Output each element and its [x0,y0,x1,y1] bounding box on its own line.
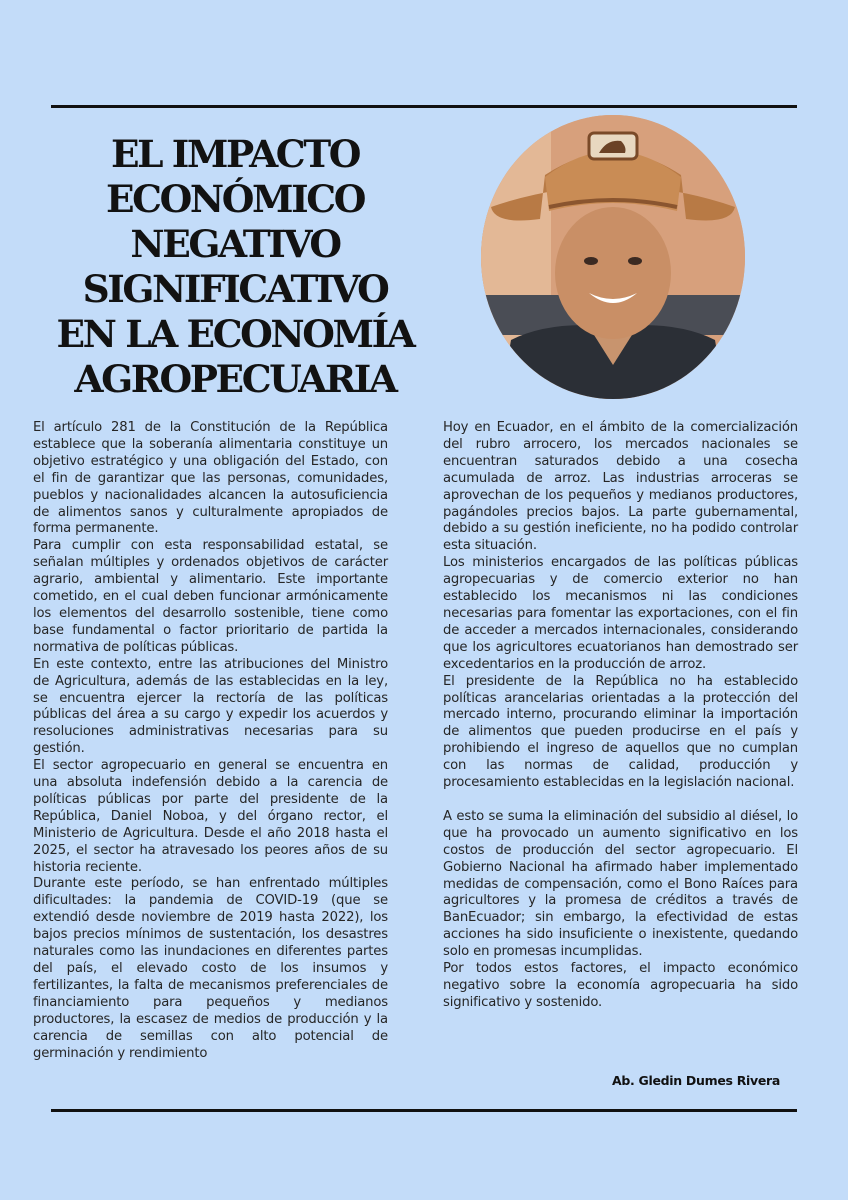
paragraph: Hoy en Ecuador, en el ámbito de la comercialización del rubro arrocero, los mercados nacionales se encuentran saturados debido a una cosecha acumulada de arroz. Las industrias arroceras se aprovechan de los pequeños y medianos productores, pagándoles precios bajos. La parte gubernamental, debido a su gestión ineficiente, no ha podido controlar esta situación. [443,420,798,554]
paragraph: Por todos estos factores, el impacto económico negativo sobre la economía agropecuaria ha sido significativo y sostenido. [443,961,798,1010]
headline-line: SIGNIFICATIVO [82,267,388,311]
article-headline [40,132,430,402]
headline-line: AGROPECUARIA [74,357,396,401]
paragraph: Para cumplir con esta responsabilidad estatal, se señalan múltiples y ordenados objetivos de carácter agrario, ambiental y alimentario. Este importante cometido, en el cual deben funcionar armónicamente los elementos del desarrollo sostenible, tiene como base fundamental o factor prioritario de partida la normativa de políticas públicas. [33,538,388,655]
paragraph: El artículo 281 de la Constitución de la República establece que la soberanía alimentaria constituye un objetivo estratégico y una obligación del Estado, con el fin de garantizar que las personas, comunidades, pueblos y nacionalidades alcancen la autosuficiencia de alimentos sanos y culturalmente apropiados de forma permanente. [33,420,388,537]
right-column [443,420,798,1012]
headline-line: EN LA ECONOMÍA [56,312,414,356]
bottom-divider [51,1109,797,1112]
author-portrait [481,115,745,399]
headline-line: NEGATIVO [130,222,340,266]
paragraph: El sector agropecuario en general se encuentra en una absoluta indefensión debido a la carencia de políticas públicas por parte del presidente de la República, Daniel Noboa, y del órgano rector, el Ministerio de Agricultura. Desde el año 2018 hasta el 2025, el sector ha atravesado los peores años de su historia reciente. [33,758,388,875]
author-signature: Ab. Gledin Dumes Rivera [612,1073,781,1088]
left-column [33,420,388,1062]
top-divider [51,105,797,108]
headline-line: ECONÓMICO [105,177,364,221]
paragraph: Durante este período, se han enfrentado múltiples dificultades: la pandemia de COVID-19 (que se extendió desde noviembre de 2019 hasta 2022), los bajos precios mínimos de sustentación, los desastres naturales como las inundaciones en diferentes partes del país, el elevado costo de los insumos y fertilizantes, la falta de mecanismos preferenciales de financiamiento para pequeños y medianos productores, la escasez de medios de producción y la carencia de semillas con alto potencial de germinación y rendimiento [33,876,388,1061]
headline-line: EL IMPACTO [110,132,360,176]
paragraph: El presidente de la República no ha establecido políticas arancelarias orientadas a la protección del mercado interno, procurando eliminar la importación de alimentos que pueden producirse en el país y prohibiendo el ingreso de aquellos que no cumplan con las normas de calidad, producción y procesamiento establecidas en la legislación nacional. [443,673,798,791]
paragraph: A esto se suma la eliminación del subsidio al diésel, lo que ha provocado un aumento significativo en los costos de producción del sector agropecuario. El Gobierno Nacional ha afirmado haber implementado medidas de compensación, como el Bono Raíces para agricultores y la promesa de créditos a través de BanEcuador; sin embargo, la efectividad de estas acciones ha sido insuficiente o inexistente, quedando solo en promesas incumplidas. [443,808,798,960]
paragraph: En este contexto, entre las atribuciones del Ministro de Agricultura, además de las establecidas en la ley, se encuentra ejercer la rectoría de las políticas públicas del área a su cargo y expedir los acuerdos y resoluciones administrativas necesarias para su gestión. [33,656,388,757]
paragraph: Los ministerios encargados de las políticas públicas agropecuarias y de comercio exterior no han establecido los mecanismos ni las condiciones necesarias para fomentar las exportaciones, con el fin de acceder a mercados internacionales, considerando que los agricultores ecuatorianos han demostrado ser excedentarios en la producción de arroz. [443,555,798,672]
